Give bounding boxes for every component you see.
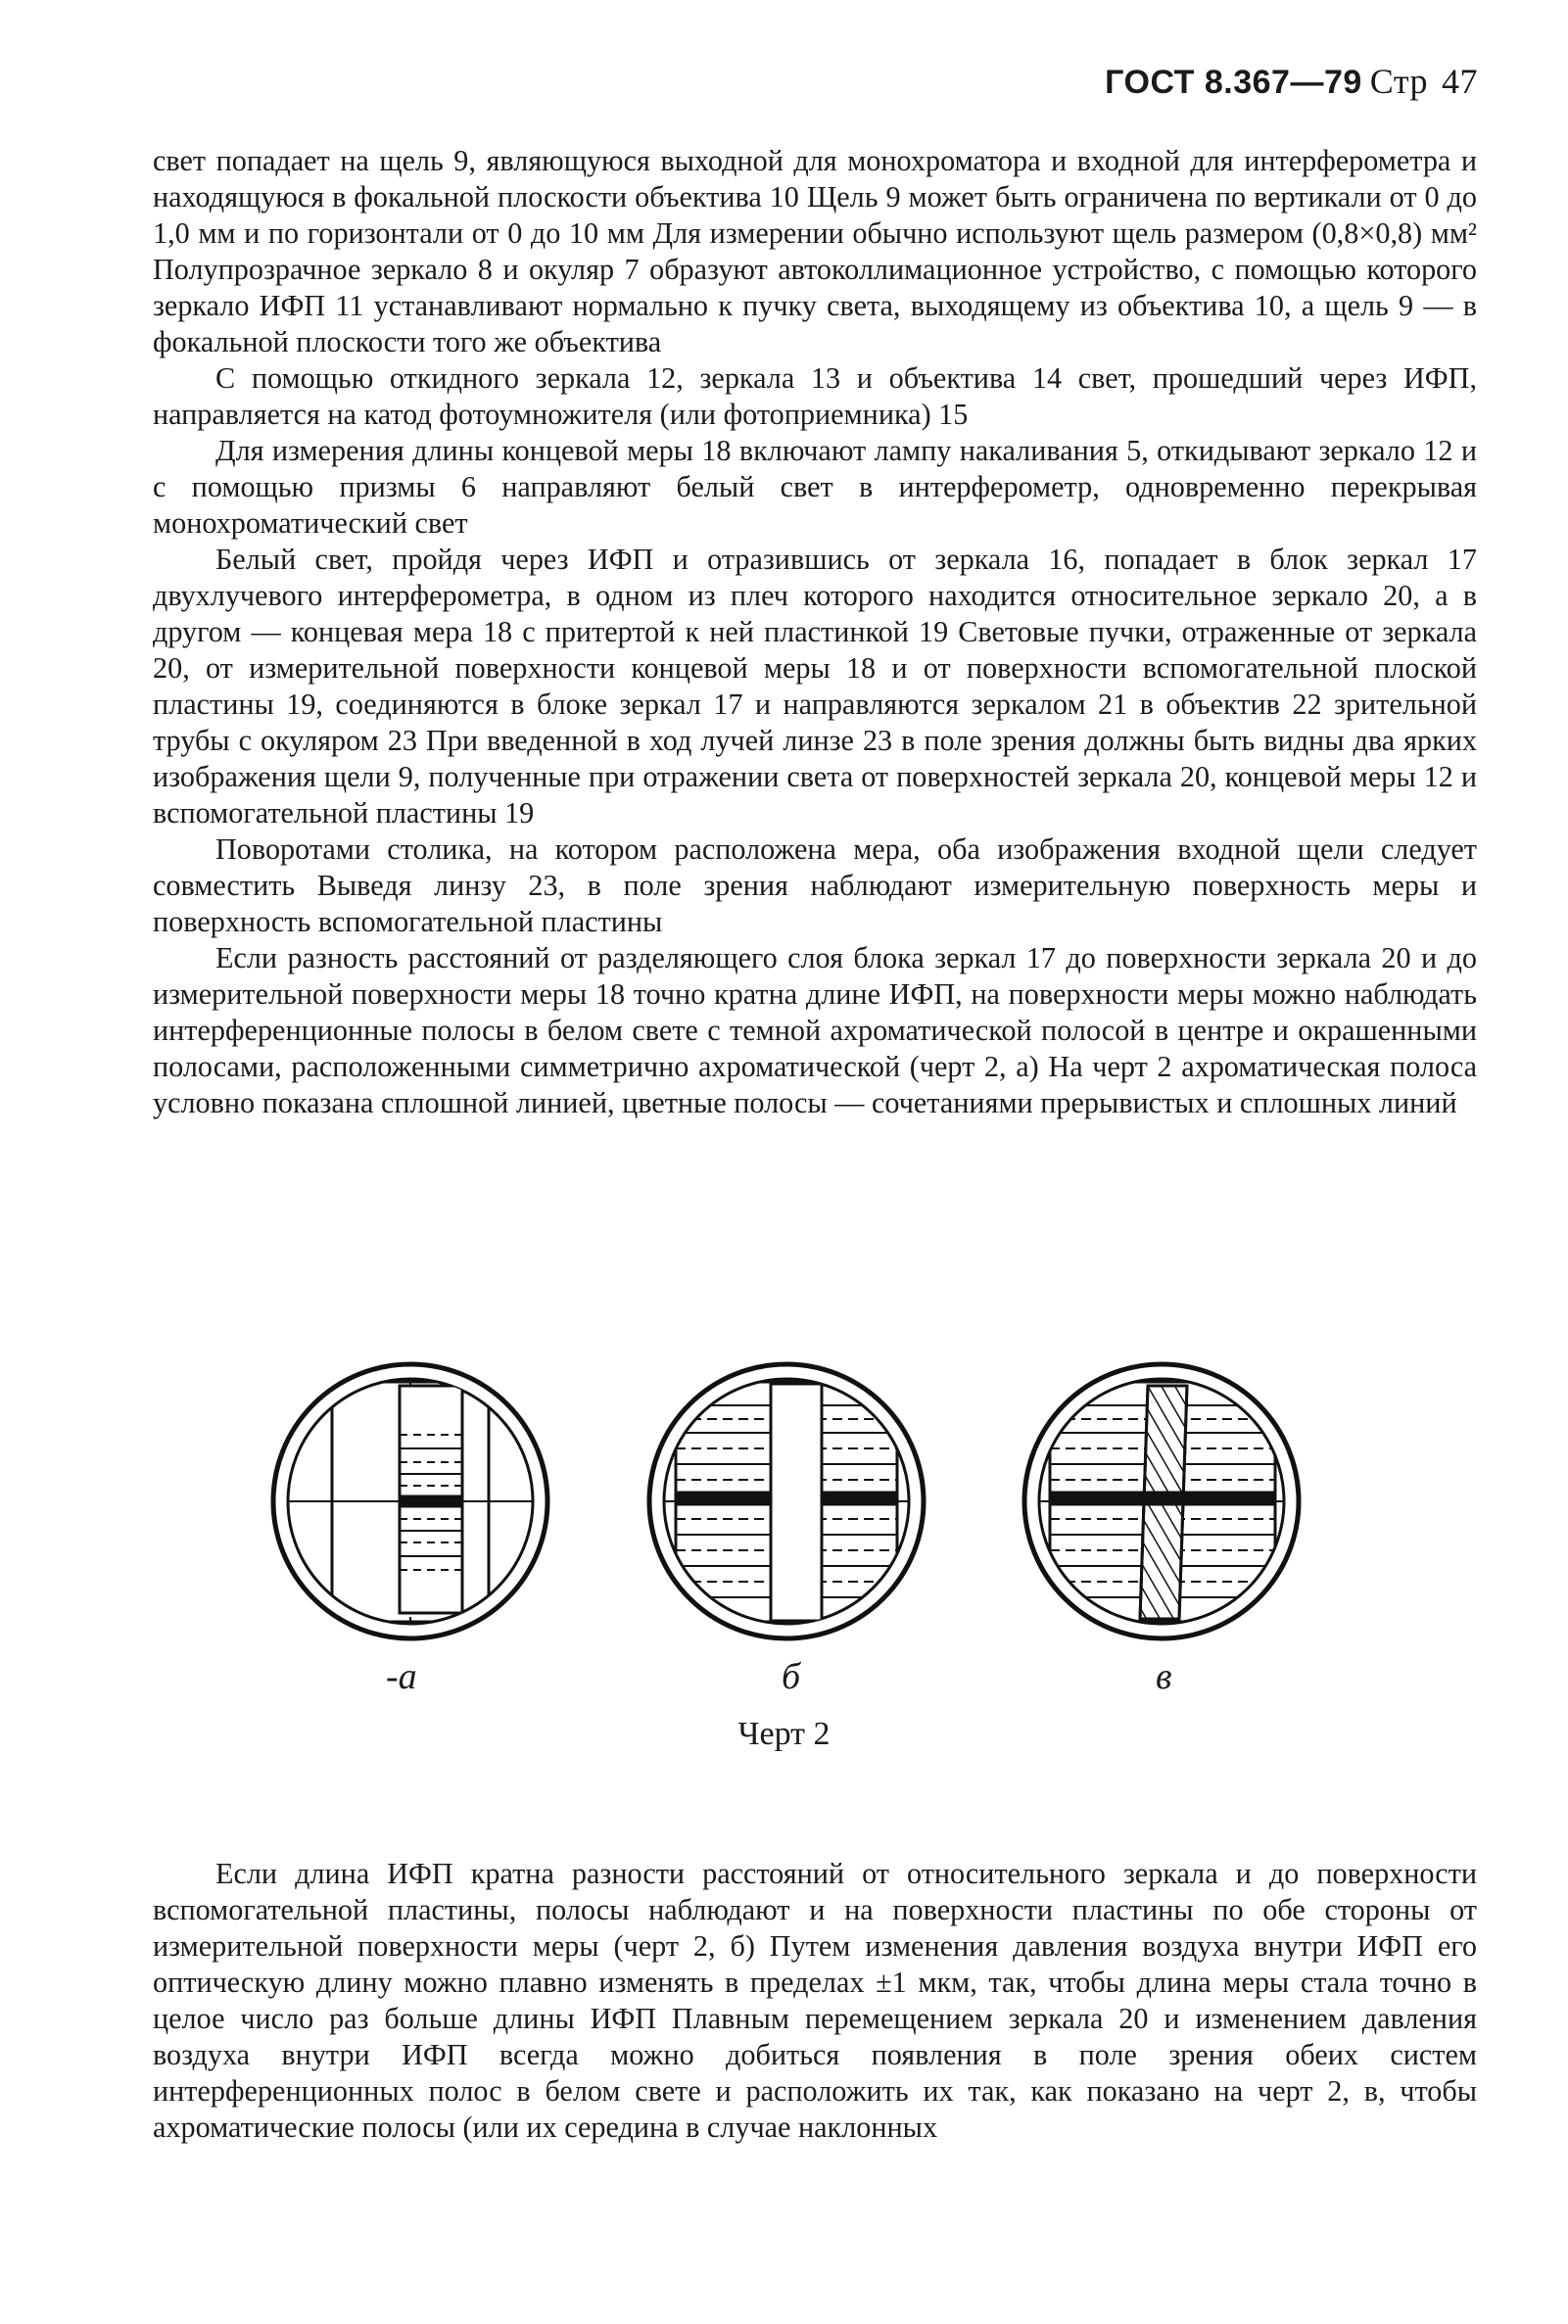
figure-label-c: в xyxy=(1156,1656,1172,1697)
figure-caption: Черт 2 xyxy=(737,1716,831,1752)
paragraph: Если разность расстояний от разделяющего слоя блока зеркал 17 до поверхности зеркала 20 и до измерительной поверхности меры 18 точно кратна длине ИФП, на поверхности меры можно наблюдать интерференционные полосы в белом свете с темной ахроматической полосой в центре и окрашенными полосами, расположенными симметрично ахроматической (черт 2, а) На черт 2 ахроматическая полоса условно показана сплошной линией, цветные полосы — сочетаниями прерывистых и сплошных линий xyxy=(153,941,1477,1119)
page-header xyxy=(1105,61,1478,102)
page-number: 47 xyxy=(1442,62,1478,101)
standard-number: ГОСТ 8.367—79 xyxy=(1105,64,1362,101)
paragraph: С помощью откидного зеркала 12, зеркала 13 и объектива 14 свет, прошедший через ИФП, направляется на катод фотоумножителя (или фотоприемника) 15 xyxy=(153,361,1477,431)
figure-panel-c xyxy=(1024,1364,1299,1638)
body-text-top xyxy=(153,143,1477,1121)
figure-label-b: б xyxy=(782,1656,801,1697)
paragraph: свет попадает на щель 9, являющуюся выходной для монохроматора и входной для интерферометра и находящуюся в фокальной плоскости объектива 10 Щель 9 может быть ограничена по вертикали от 0 до 1,0 мм и по горизонтали от 0 до 10 мм Для измерении обычно используют щель размером (0,8×0,8) мм² Полупрозрачное зеркало 8 и окуляр 7 образуют автоколлимационное устройство, с помощью которого зеркало ИФП 11 устанавливают нормально к пучку света, выходящему из объектива 10, а щель 9 — в фокальной плоскости того же объектива xyxy=(153,144,1477,358)
page-label: Стр xyxy=(1369,62,1428,101)
paragraph: Белый свет, пройдя через ИФП и отразившись от зеркала 16, попадает в блок зеркал 17 двухлучевого интерферометра, в одном из плеч которого находится относительное зеркало 20, а в другом — концевая мера 18 с притертой к ней пластинкой 19 Световые пучки, отраженные от зеркала 20, от измерительной поверхности концевой меры 18 и от поверхности вспомогательной плоской пластины 19, соединяются в блоке зеркал 17 и направляются зеркалом 21 в объектив 22 зрительной трубы с окуляром 23 При введенной в ход лучей линзе 23 в поле зрения должны быть видны два ярких изображения щели 9, полученные при отражении света от поверхностей зеркала 20, концевой меры 12 и вспомогательной пластины 19 xyxy=(153,543,1477,830)
figure-panel-b xyxy=(649,1364,924,1638)
paragraph: Если длина ИФП кратна разности расстояний от относительного зеркала и до поверхности вспомогательной пластины, полосы наблюдают и на поверхности пластины по обе стороны от измерительной поверхности меры (черт 2, б) Путем изменения давления воздуха внутри ИФП его оптическую длину можно плавно изменять в пределах ±1 мкм, так, чтобы длина меры стала точно в целое число раз больше длины ИФП Плавным перемещением зеркала 20 и изменением давления воздуха внутри ИФП всегда можно добиться появления в поле зрения обеих систем интерференционных полос в белом свете и расположить их так, как показано на черт 2, в, чтобы ахроматические полосы (или их середина в случае наклонных xyxy=(153,1857,1477,2144)
figure-label-a: -а xyxy=(386,1656,417,1697)
paragraph: Для измерения длины концевой меры 18 включают лампу накаливания 5, откидывают зеркало 12 и с помощью призмы 6 направляют белый свет в интерферометр, одновременно перекрывая монохроматический свет xyxy=(153,434,1477,540)
body-text-bottom xyxy=(153,1856,1477,2146)
paragraph: Поворотами столика, на котором расположена мера, оба изображения входной щели следует совместить Выведя линзу 23, в поле зрения наблюдают измерительную поверхность меры и поверхность вспомогательной пластины xyxy=(153,832,1477,938)
figure-panel-a xyxy=(273,1364,547,1638)
